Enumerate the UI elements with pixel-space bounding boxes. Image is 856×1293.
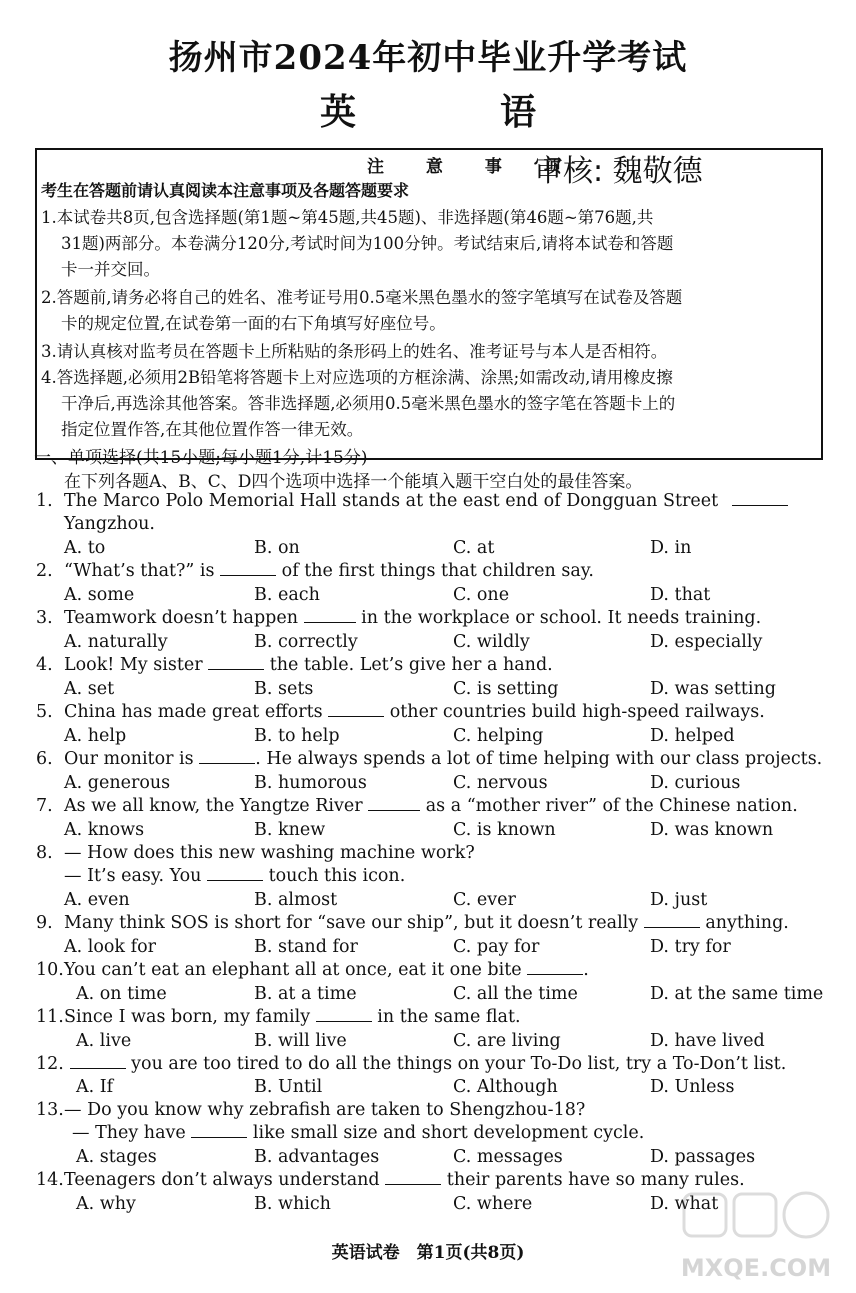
question-number: 7. [36,796,53,816]
option-a: A. stages [76,1147,157,1167]
watermark-text: MXQE.COM [680,1254,832,1282]
question-text: in the same flat. [377,1007,521,1027]
option-d: D. what [650,1194,719,1214]
question-text: their parents have so many rules. [446,1170,745,1190]
answer-blank [527,960,583,975]
notice-heading: 注 意 事 项 [367,157,579,177]
question-number: 4. [36,655,53,675]
notice-line: 干净后,再选涂其他答案。答非选择题,必须用0.5毫米黑色墨水的签字笔在答题卡上的 [61,394,676,413]
answer-blank [316,1007,372,1022]
option-a: A. knows [64,820,145,840]
question-text: Our monitor is [64,749,194,769]
answer-blank [732,491,788,506]
question-8 [36,843,475,863]
question-text: other countries build high-speed railways. [389,702,765,722]
option-a: A. If [76,1077,114,1097]
question-text: of the first things that children say. [281,561,594,581]
question-text: Look! My sister [64,655,203,675]
question-number: 3. [36,608,53,628]
question-text: Teenagers don’t always understand [64,1170,380,1190]
option-b: B. advantages [254,1147,380,1167]
question-text: touch this icon. [268,866,406,886]
answer-blank [385,1170,441,1185]
notice-line: 4.答选择题,必须用2B铅笔将答题卡上对应选项的方框涂满、涂黑;如需改动,请用橡皮擦 [41,368,673,387]
question-text: as a “mother river” of the Chinese nation. [425,796,798,816]
question-number: 14. [36,1170,64,1190]
option-c: C. at [453,538,495,558]
option-a: A. naturally [64,632,168,652]
option-a: A. generous [64,773,171,793]
notice-line: 31题)两部分。本卷满分120分,考试时间为100分钟。考试结束后,请将本试卷和答题 [61,234,674,253]
notice-intro: 考生在答题前请认真阅读本注意事项及各题答题要求 [41,181,410,200]
question-text: . [583,960,589,980]
option-a: A. why [76,1194,136,1214]
option-a: A. even [64,890,130,910]
question-number: 11. [36,1007,64,1027]
question-number: 13. [36,1100,64,1120]
option-d: D. helped [650,726,735,746]
question-text: “What’s that?” is [64,561,215,581]
question-7 [36,796,798,816]
question-text: Many think SOS is short for “save our ship”, but it doesn’t really [64,913,639,933]
question-10 [36,960,589,980]
exam-title: 扬州市2024年初中毕业升学考试 [168,38,688,78]
option-c: C. helping [453,726,544,746]
section-instruction: 在下列各题A、B、C、D四个选项中选择一个能填入题干空白处的最佳答案。 [64,472,643,492]
question-text: in the workplace or school. It needs training. [361,608,762,628]
reviewer-stamp: 审核: 魏敬德 [533,154,703,189]
answer-blank [368,796,420,811]
question-text: anything. [705,913,789,933]
question-number: 5. [36,702,53,722]
notice-line: 2.答题前,请务必将自己的姓名、准考证号用0.5毫米黑色墨水的签字笔填写在试卷及答题 [41,288,683,307]
option-a: A. on time [76,984,167,1004]
answer-blank [304,608,356,623]
option-b: B. on [254,538,300,558]
question-6 [36,749,822,769]
question-9 [36,913,789,933]
question-4 [36,655,553,675]
question-text: — It’s easy. You [64,866,202,886]
option-c: C. Although [453,1077,558,1097]
question-11 [36,1007,521,1027]
option-b: B. sets [254,679,314,699]
option-c: C. nervous [453,773,548,793]
option-d: D. at the same time [650,984,824,1004]
question-text-line2: Yangzhou. [64,514,155,534]
option-d: D. try for [650,937,731,957]
question-number: 12. [36,1054,64,1074]
option-c: C. are living [453,1031,561,1051]
question-8-line2 [64,866,405,886]
answer-blank [199,749,255,764]
option-d: D. especially [650,632,763,652]
question-text: China has made great efforts [64,702,323,722]
option-c: C. where [453,1194,533,1214]
notice-line: 3.请认真核对监考员在答题卡上所粘贴的条形码上的姓名、准考证号与本人是否相符。 [41,342,668,361]
option-a: A. set [64,679,115,699]
option-d: D. was setting [650,679,776,699]
option-b: B. stand for [254,937,358,957]
option-c: C. is known [453,820,556,840]
question-text: the table. Let’s give her a hand. [269,655,553,675]
question-text: you are too tired to do all the things on your To-Do list, try a To-Don’t list. [131,1054,787,1074]
question-number: 8. [36,843,53,863]
notice-line: 卡一并交回。 [61,260,160,279]
option-d: D. that [650,585,711,605]
option-d: D. just [650,890,708,910]
question-text: . He always spends a lot of time helping with our class projects. [255,749,823,769]
answer-blank [70,1054,126,1069]
option-b: B. to help [254,726,340,746]
option-b: B. Until [254,1077,323,1097]
option-b: B. almost [254,890,338,910]
option-c: C. one [453,585,510,605]
option-b: B. each [254,585,320,605]
question-text: — How does this new washing machine work? [64,843,475,863]
question-text: As we all know, the Yangtze River [64,796,363,816]
option-b: B. knew [254,820,326,840]
question-number: 10. [36,960,64,980]
answer-blank [208,655,264,670]
option-a: A. to [64,538,106,558]
question-text: — They have [72,1123,186,1143]
question-number: 9. [36,913,53,933]
answer-blank [191,1123,247,1138]
option-c: C. all the time [453,984,578,1004]
notice-box [35,148,823,460]
option-b: B. which [254,1194,331,1214]
option-a: A. look for [64,937,156,957]
question-12 [36,1054,786,1074]
question-number: 1. [36,491,53,511]
answer-blank [328,702,384,717]
subject-title: 英 语 [319,91,590,133]
option-d: D. have lived [650,1031,765,1051]
option-c: C. is setting [453,679,559,699]
option-b: B. correctly [254,632,358,652]
option-a: A. some [64,585,135,605]
notice-line: 卡的规定位置,在试卷第一面的右下角填写好座位号。 [61,314,446,333]
question-3 [36,608,761,628]
option-d: D. curious [650,773,741,793]
option-a: A. live [76,1031,132,1051]
section-heading: 一、单项选择(共15小题;每小题1分,计15分) [34,448,368,468]
option-d: D. passages [650,1147,756,1167]
option-a: A. help [64,726,127,746]
question-1 [36,491,788,511]
answer-blank [207,866,263,881]
question-text: You can’t eat an elephant all at once, eat it one bite [64,960,522,980]
question-14 [36,1170,745,1190]
option-b: B. humorous [254,773,367,793]
option-d: D. was known [650,820,774,840]
question-text: like small size and short development cycle. [252,1123,645,1143]
option-c: C. ever [453,890,516,910]
option-b: B. at a time [254,984,357,1004]
question-number: 2. [36,561,53,581]
notice-line: 1.本试卷共8页,包含选择题(第1题~第45题,共45题)、非选择题(第46题~第76题,共 [41,208,654,227]
question-text: Since I was born, my family [64,1007,311,1027]
question-number: 6. [36,749,53,769]
option-c: C. pay for [453,937,540,957]
question-text: Teamwork doesn’t happen [64,608,298,628]
question-5 [36,702,765,722]
notice-line: 指定位置作答,在其他位置作答一律无效。 [61,420,364,439]
option-d: D. in [650,538,692,558]
watermark-logo [676,1186,836,1286]
option-b: B. will live [254,1031,347,1051]
question-13-line2 [72,1123,644,1143]
answer-blank [644,913,700,928]
question-13 [36,1100,585,1120]
option-d: D. Unless [650,1077,735,1097]
question-text: The Marco Polo Memorial Hall stands at the east end of Dongguan Street [64,491,719,511]
option-c: C. wildly [453,632,530,652]
option-c: C. messages [453,1147,563,1167]
page-footer: 英语试卷 第1页(共8页) [331,1243,525,1263]
question-2 [36,561,594,581]
answer-blank [220,561,276,576]
question-text: — Do you know why zebrafish are taken to Shengzhou-18? [64,1100,586,1120]
